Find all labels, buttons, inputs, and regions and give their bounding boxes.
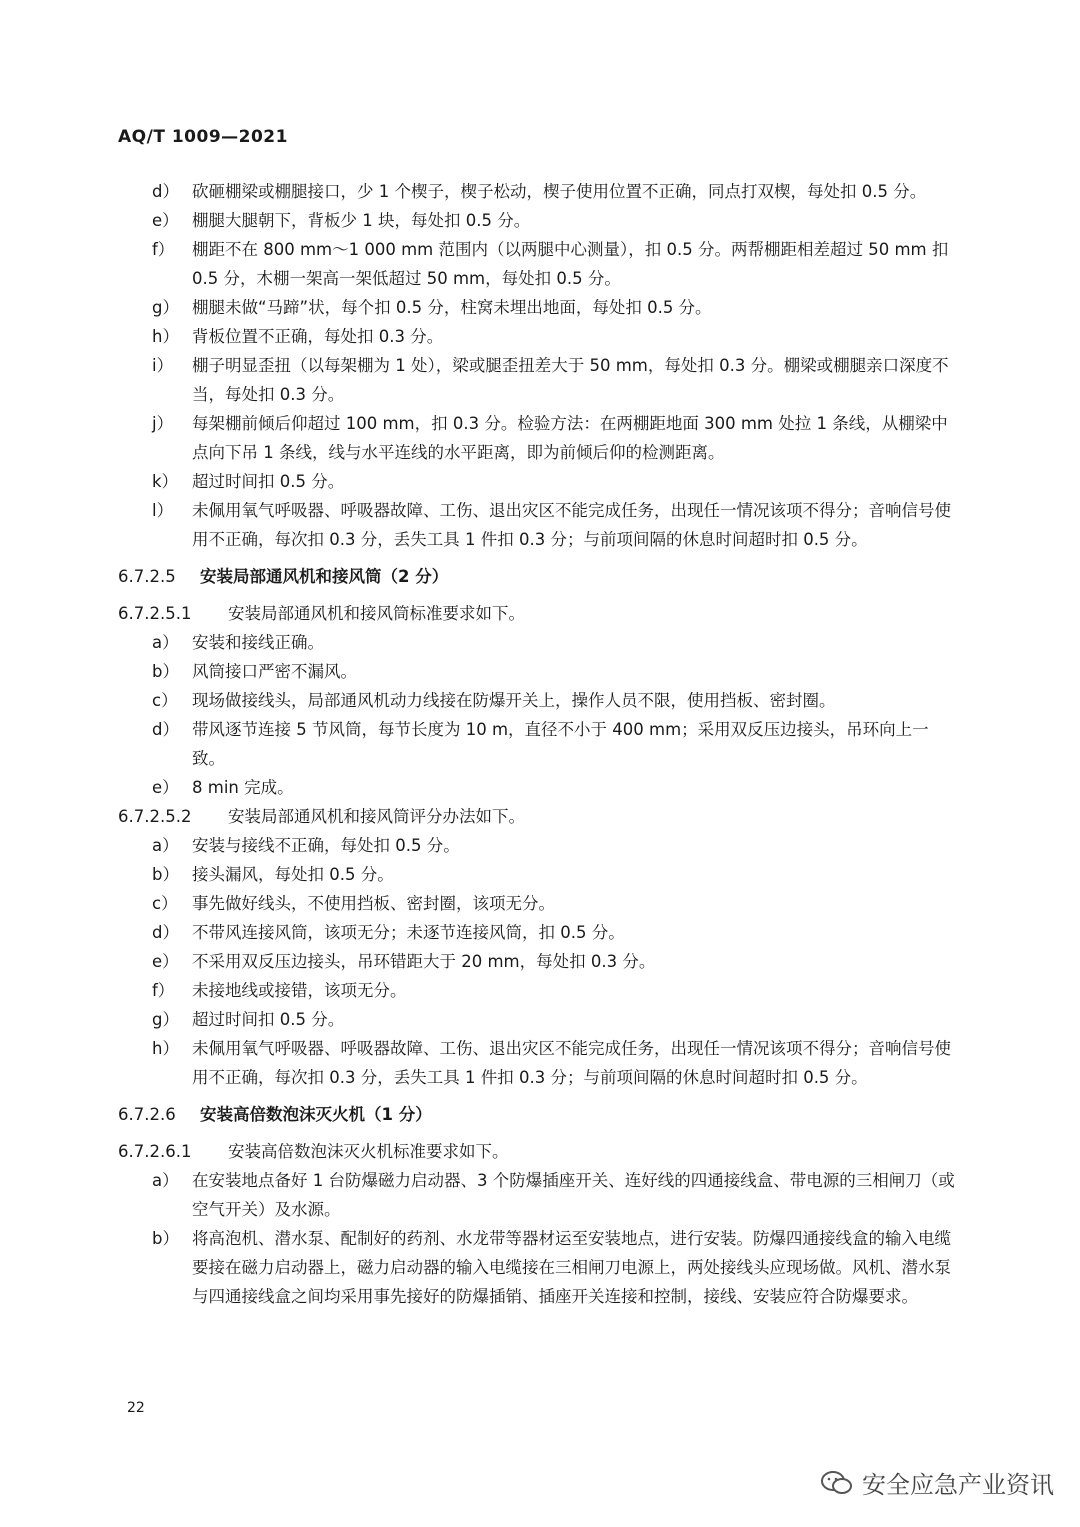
list-item-label: g）: [152, 298, 179, 317]
subsection-title: 安装高倍数泡沫灭火机标准要求如下。: [228, 1142, 509, 1161]
list-item-text: 砍砸棚梁或棚腿接口，少 1 个楔子，楔子松动，楔子使用位置不正确，同点打双楔，每处扣 0.5 分。: [192, 182, 927, 201]
list-item: [118, 235, 958, 293]
list-item-label: i）: [152, 356, 174, 375]
section-title: 安装高倍数泡沫灭火机（1 分）: [200, 1105, 432, 1124]
list-item-text: 接头漏风，每处扣 0.5 分。: [192, 865, 394, 884]
wechat-icon: [820, 1469, 854, 1497]
page-content: [118, 177, 958, 1311]
subsection-heading-6-7-2-5-2: [118, 802, 958, 831]
list-item-text: 带风逐节连接 5 节风筒，每节长度为 10 m，直径不小于 400 mm；采用双反压边接头，吊环向上一致。: [192, 720, 929, 768]
list-item: [118, 831, 958, 860]
list-item-text: 超过时间扣 0.5 分。: [192, 1010, 345, 1029]
list-item-label: h）: [152, 327, 179, 346]
list-item-text: 未接地线或接错，该项无分。: [192, 981, 407, 1000]
subsection-title: 安装局部通风机和接风筒标准要求如下。: [228, 604, 525, 623]
list-item: [118, 206, 958, 235]
list-item: [118, 715, 958, 773]
list-item-text: 在安装地点备好 1 台防爆磁力启动器、3 个防爆插座开关、连好线的四通接线盒、带电源的三相闸刀（或空气开关）及水源。: [192, 1171, 955, 1219]
list-item-label: d）: [152, 720, 179, 739]
list-item-label: j）: [152, 414, 174, 433]
list-item-text: 每架棚前倾后仰超过 100 mm，扣 0.3 分。检验方法：在两棚距地面 300 mm 处拉 1 条线，从棚梁中点向下吊 1 条线，线与水平连线的水平距离，即为前倾后仰的检测距离。: [192, 414, 948, 462]
list-item: [118, 889, 958, 918]
list-item-text: 超过时间扣 0.5 分。: [192, 472, 345, 491]
subsection-number: 6.7.2.5.2: [118, 807, 192, 826]
list-item-text: 风筒接口严密不漏风。: [192, 662, 357, 681]
subsection-heading-6-7-2-6-1: [118, 1137, 958, 1166]
requirement-list-b: [118, 628, 958, 802]
section-heading-6-7-2-5: [118, 562, 958, 591]
watermark: [820, 1465, 1054, 1500]
section-title: 安装局部通风机和接风筒（2 分）: [200, 567, 449, 586]
requirement-list-d: [118, 1166, 958, 1311]
list-item-text: 棚腿未做“马蹄”状，每个扣 0.5 分，柱窝未埋出地面，每处扣 0.5 分。: [192, 298, 712, 317]
list-item: [118, 409, 958, 467]
page-number: 22: [127, 1400, 145, 1416]
list-item: [118, 177, 958, 206]
list-item-text: 棚子明显歪扭（以每架棚为 1 处），梁或腿歪扭差大于 50 mm，每处扣 0.3 分。棚梁或棚腿亲口深度不当，每处扣 0.3 分。: [192, 356, 949, 404]
list-item-label: b）: [152, 1229, 179, 1248]
subsection-number: 6.7.2.5.1: [118, 604, 192, 623]
list-item: [118, 1224, 958, 1311]
list-item-text: 未佩用氧气呼吸器、呼吸器故障、工伤、退出灾区不能完成任务，出现任一情况该项不得分；音响信号使用不正确，每次扣 0.3 分，丢失工具 1 件扣 0.3 分；与前项间隔的休息时间超时扣 0.5 分。: [192, 1039, 951, 1087]
list-item-text: 棚腿大腿朝下，背板少 1 块，每处扣 0.5 分。: [192, 211, 531, 230]
list-item-label: c）: [152, 691, 178, 710]
list-item: [118, 657, 958, 686]
list-item: [118, 773, 958, 802]
standard-code: AQ/T 1009—2021: [118, 127, 288, 147]
list-item-text: 棚距不在 800 mm～1 000 mm 范围内（以两腿中心测量），扣 0.5 分。两帮棚距相差超过 50 mm 扣 0.5 分，木棚一架高一架低超过 50 mm，每处扣 0.5 分。: [192, 240, 949, 288]
list-item-label: d）: [152, 182, 179, 201]
list-item-text: 8 min 完成。: [192, 778, 294, 797]
list-item-label: a）: [152, 836, 179, 855]
list-item-text: 未佩用氧气呼吸器、呼吸器故障、工伤、退出灾区不能完成任务，出现任一情况该项不得分；音响信号使用不正确，每次扣 0.3 分，丢失工具 1 件扣 0.3 分；与前项间隔的休息时间超时扣 0.5 分。: [192, 501, 951, 549]
list-item: [118, 1166, 958, 1224]
deduction-list-a: [118, 177, 958, 554]
subsection-number: 6.7.2.6.1: [118, 1142, 192, 1161]
list-item-label: f）: [152, 240, 175, 259]
list-item: [118, 351, 958, 409]
subsection-title: 安装局部通风机和接风筒评分办法如下。: [228, 807, 525, 826]
list-item: [118, 322, 958, 351]
subsection-heading-6-7-2-5-1: [118, 599, 958, 628]
section-heading-6-7-2-6: [118, 1100, 958, 1129]
list-item-label: a）: [152, 1171, 179, 1190]
list-item-text: 不采用双反压边接头，吊环错距大于 20 mm，每处扣 0.3 分。: [192, 952, 656, 971]
list-item-text: 安装与接线不正确，每处扣 0.5 分。: [192, 836, 460, 855]
list-item-text: 安装和接线正确。: [192, 633, 324, 652]
list-item: [118, 686, 958, 715]
list-item: [118, 467, 958, 496]
list-item: [118, 860, 958, 889]
list-item-label: h）: [152, 1039, 179, 1058]
list-item-label: e）: [152, 778, 179, 797]
list-item-label: l）: [152, 501, 174, 520]
list-item-label: d）: [152, 923, 179, 942]
list-item: [118, 1005, 958, 1034]
list-item-label: f）: [152, 981, 175, 1000]
list-item-label: a）: [152, 633, 179, 652]
section-number: 6.7.2.6: [118, 1105, 176, 1124]
list-item-label: g）: [152, 1010, 179, 1029]
list-item-text: 现场做接线头，局部通风机动力线接在防爆开关上，操作人员不限，使用挡板、密封圈。: [192, 691, 836, 710]
watermark-text: 安全应急产业资讯: [862, 1471, 1054, 1499]
list-item-text: 不带风连接风筒，该项无分；未逐节连接风筒，扣 0.5 分。: [192, 923, 625, 942]
section-number: 6.7.2.5: [118, 567, 176, 586]
list-item-label: c）: [152, 894, 178, 913]
list-item: [118, 496, 958, 554]
list-item: [118, 947, 958, 976]
list-item-text: 将高泡机、潜水泵、配制好的药剂、水龙带等器材运至安装地点，进行安装。防爆四通接线盒的输入电缆要接在磁力启动器上，磁力启动器的输入电缆接在三相闸刀电源上，两处接线头应现场做。风机、潜水泵与四通接线盒之间均采用事先接好的防爆插销、插座开关连接和控制，接线、安装应符合防爆要求。: [192, 1229, 951, 1306]
list-item: [118, 1034, 958, 1092]
list-item-label: e）: [152, 952, 179, 971]
list-item: [118, 628, 958, 657]
list-item: [118, 918, 958, 947]
list-item-text: 背板位置不正确，每处扣 0.3 分。: [192, 327, 444, 346]
list-item-label: b）: [152, 865, 179, 884]
list-item-label: k）: [152, 472, 179, 491]
list-item-label: b）: [152, 662, 179, 681]
list-item: [118, 976, 958, 1005]
list-item-text: 事先做好线头，不使用挡板、密封圈，该项无分。: [192, 894, 555, 913]
list-item-label: e）: [152, 211, 179, 230]
scoring-list-c: [118, 831, 958, 1092]
list-item: [118, 293, 958, 322]
